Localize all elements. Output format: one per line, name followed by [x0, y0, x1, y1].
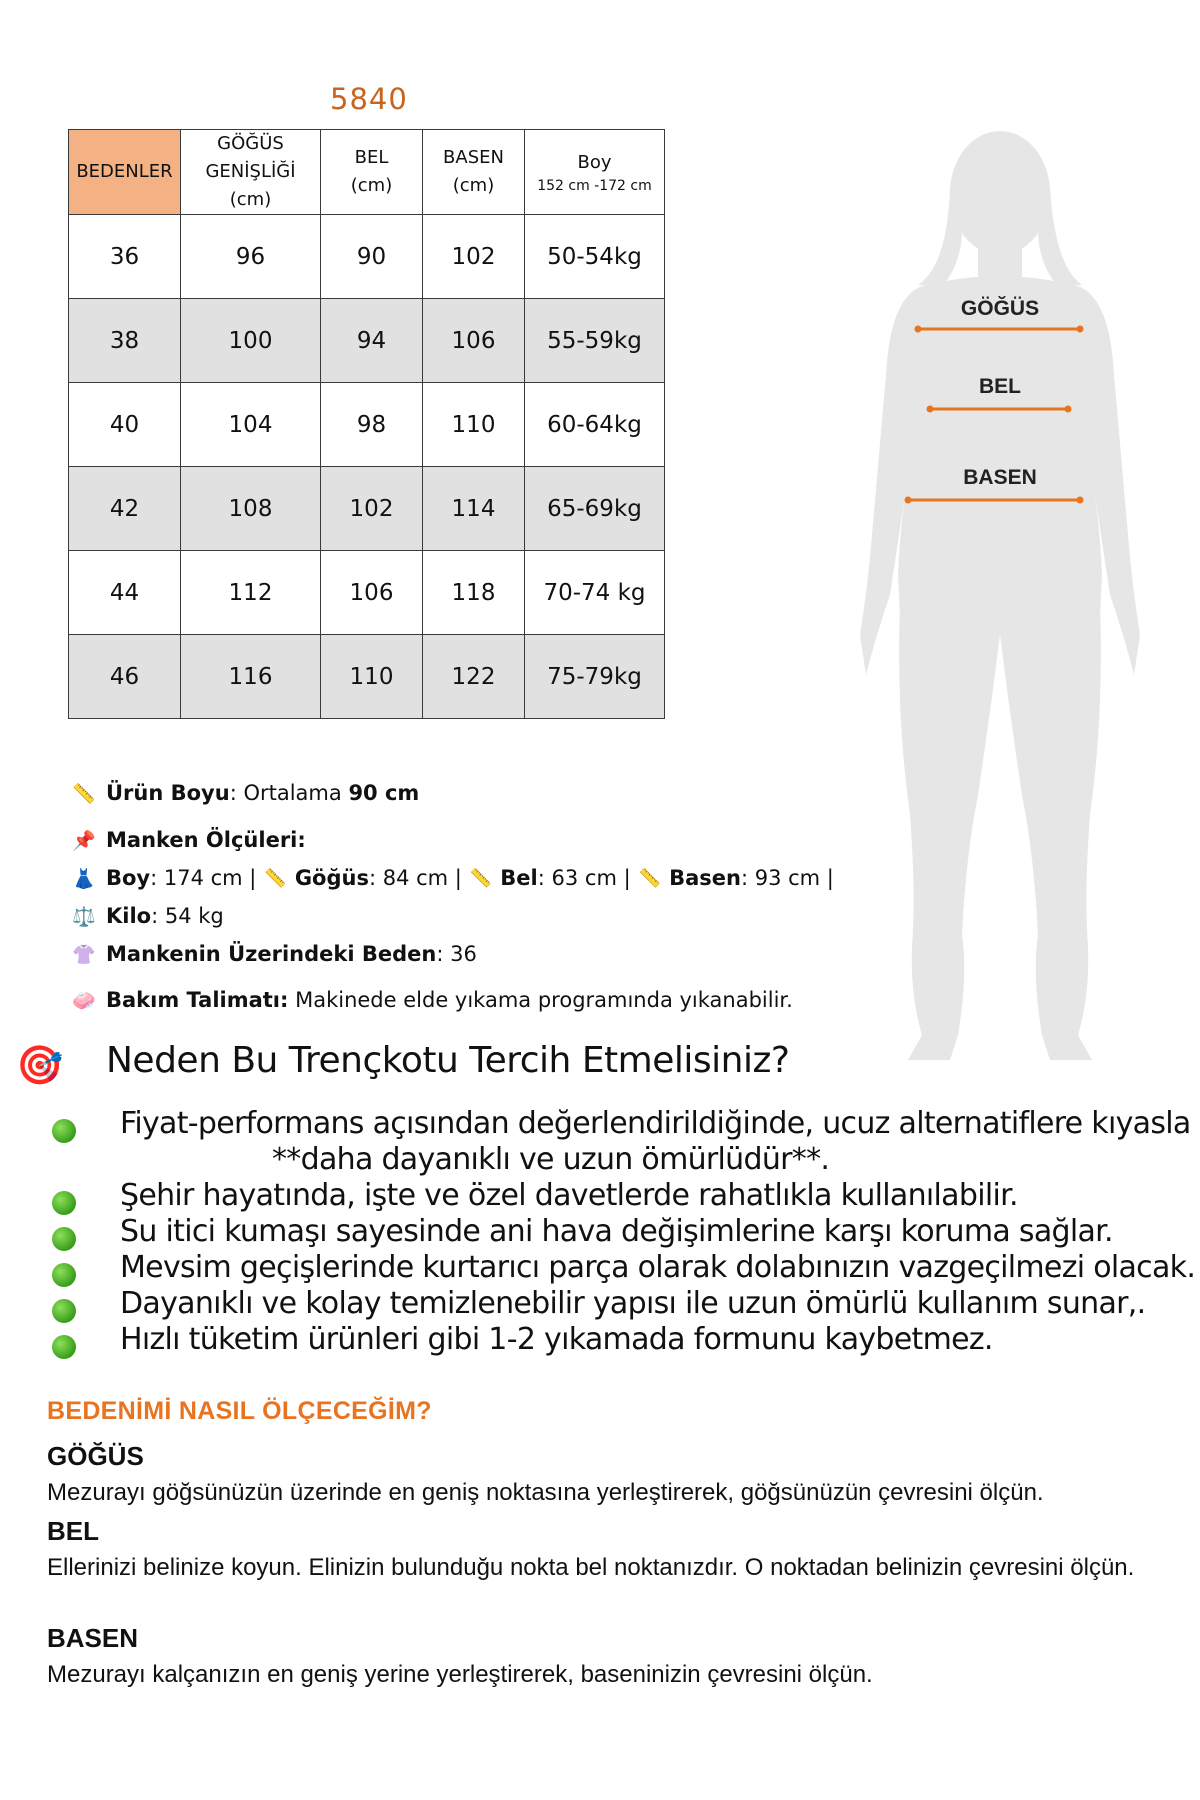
model-chest-label: Göğüs — [294, 866, 369, 890]
bullet-icon — [52, 1296, 76, 1331]
model-hips-label: Basen — [669, 866, 741, 890]
model-measurements-label: Manken Ölçüleri: — [106, 828, 306, 852]
model-height-value: : 174 cm | — [150, 866, 257, 890]
dress-icon: 👗 — [72, 867, 96, 890]
figure-label-chest: GÖĞÜS — [960, 297, 1040, 320]
bullet-icon — [52, 1224, 76, 1259]
header-boy: Boy 152 cm -172 cm — [525, 130, 665, 215]
table-row — [69, 215, 665, 299]
body-shape — [860, 131, 1140, 1060]
table-cell-chest: 96 — [181, 215, 321, 299]
table-row — [69, 635, 665, 719]
weight-value: : 54 kg — [151, 904, 224, 928]
hips-line-dot-left — [905, 497, 912, 504]
product-length-text: : Ortalama — [229, 781, 349, 805]
model-hips-value: : 93 cm | — [740, 866, 834, 890]
info-care — [70, 988, 793, 1012]
table-cell-weight: 65-69kg — [525, 467, 665, 551]
ruler-icon: 📏 — [469, 867, 493, 889]
chest-line-dot-left — [915, 326, 922, 333]
table-header-row — [69, 130, 665, 215]
table-cell-waist: 106 — [321, 551, 423, 635]
table-cell-waist: 98 — [321, 383, 423, 467]
bullet-icon — [52, 1260, 76, 1295]
info-model-stats — [70, 866, 834, 890]
table-cell-chest: 100 — [181, 299, 321, 383]
table-cell-weight: 70-74 kg — [525, 551, 665, 635]
table-cell-waist: 110 — [321, 635, 423, 719]
header-bel: BEL (cm) — [321, 130, 423, 215]
guide-heading-hips: BASEN — [47, 1623, 139, 1653]
bullet-icon — [52, 1332, 76, 1367]
info-product-length — [70, 781, 419, 805]
header-bedenler: BEDENLER — [69, 130, 181, 215]
table-cell-hips: 102 — [423, 215, 525, 299]
bullet-icon — [52, 1116, 76, 1151]
table-cell-size: 40 — [69, 383, 181, 467]
guide-text-waist: Ellerinizi belinize koyun. Elinizin bulunduğu nokta bel noktanızdır. O noktadan belinizin çevresini ölçün. — [47, 1554, 1135, 1581]
ruler-icon: 📏 — [264, 867, 287, 889]
table-cell-chest: 116 — [181, 635, 321, 719]
hips-line-dot-right — [1077, 497, 1084, 504]
info-weight — [70, 904, 224, 928]
table-cell-chest: 112 — [181, 551, 321, 635]
table-cell-hips: 114 — [423, 467, 525, 551]
size-table — [68, 129, 665, 719]
header-gogus: GÖĞÜS GENİŞLİĞİ (cm) — [181, 130, 321, 215]
waist-line-dot-right — [1065, 406, 1072, 413]
table-cell-chest: 108 — [181, 467, 321, 551]
model-waist-label: Bel — [500, 866, 538, 890]
product-length-label: Ürün Boyu — [106, 781, 230, 805]
table-cell-chest: 104 — [181, 383, 321, 467]
table-cell-weight: 50-54kg — [525, 215, 665, 299]
table-cell-waist: 102 — [321, 467, 423, 551]
body-silhouette — [850, 115, 1170, 1080]
model-height-label: Boy — [106, 866, 151, 890]
table-cell-weight: 55-59kg — [525, 299, 665, 383]
why-item: Şehir hayatında, işte ve özel davetlerde rahatlıkla kullanılabilir. — [120, 1178, 1018, 1213]
model-chest-value: : 84 cm | — [368, 866, 462, 890]
why-item: Mevsim geçişlerinde kurtarıcı parça olarak dolabınızın vazgeçilmezi olacak. — [120, 1250, 1196, 1285]
bullet-icon — [52, 1188, 76, 1223]
table-row — [69, 299, 665, 383]
table-cell-size: 36 — [69, 215, 181, 299]
guide-text-chest: Mezurayı göğsünüzün üzerinde en geniş noktasına yerleştirerek, göğsünüzün çevresini ölçün. — [47, 1479, 1044, 1506]
model-waist-value: : 63 cm | — [537, 866, 631, 890]
ruler-icon: 📏 — [638, 867, 662, 889]
table-cell-waist: 94 — [321, 299, 423, 383]
scale-icon: ⚖️ — [72, 905, 96, 928]
pushpin-icon: 📌 — [72, 829, 96, 852]
chest-line-dot-right — [1077, 326, 1084, 333]
info-model-measurements — [70, 828, 306, 852]
table-cell-waist: 90 — [321, 215, 423, 299]
table-cell-hips: 118 — [423, 551, 525, 635]
info-model-size — [70, 942, 477, 966]
table-cell-hips: 110 — [423, 383, 525, 467]
product-length-value: 90 cm — [348, 781, 420, 805]
table-cell-size: 44 — [69, 551, 181, 635]
table-cell-size: 42 — [69, 467, 181, 551]
table-cell-size: 46 — [69, 635, 181, 719]
why-title: Neden Bu Trençkotu Tercih Etmelisiniz? — [106, 1040, 790, 1081]
figure-label-hips: BASEN — [963, 466, 1037, 489]
target-icon: 🎯 — [16, 1043, 64, 1087]
waist-line-dot-left — [927, 406, 934, 413]
guide-heading-chest: GÖĞÜS — [47, 1441, 144, 1471]
why-item: **daha dayanıklı ve uzun ömürlüdür**. — [272, 1142, 830, 1177]
model-size-value: : 36 — [436, 942, 477, 966]
care-label: Bakım Talimatı: — [106, 988, 289, 1012]
ruler-icon: 📏 — [72, 782, 96, 805]
table-cell-hips: 106 — [423, 299, 525, 383]
table-row — [69, 467, 665, 551]
table-cell-hips: 122 — [423, 635, 525, 719]
guide-title: BEDENİMİ NASIL ÖLÇECEĞİM? — [47, 1397, 432, 1425]
table-row — [69, 551, 665, 635]
guide-text-hips: Mezurayı kalçanızın en geniş yerine yerleştirerek, baseninizin çevresini ölçün. — [47, 1661, 873, 1688]
blouse-icon: 👚 — [72, 943, 96, 966]
why-item: Fiyat-performans açısından değerlendirildiğinde, ucuz alternatiflere kıyasla — [120, 1106, 1191, 1141]
header-basen: BASEN (cm) — [423, 130, 525, 215]
figure-label-waist: BEL — [979, 375, 1021, 398]
table-cell-weight: 75-79kg — [525, 635, 665, 719]
table-cell-size: 38 — [69, 299, 181, 383]
table-row — [69, 383, 665, 467]
why-item: Su itici kumaşı sayesinde ani hava değişimlerine karşı koruma sağlar. — [120, 1214, 1113, 1249]
model-size-label: Mankenin Üzerindeki Beden — [106, 942, 437, 966]
table-cell-weight: 60-64kg — [525, 383, 665, 467]
care-value: Makinede elde yıkama programında yıkanabilir. — [288, 988, 793, 1012]
why-item: Dayanıklı ve kolay temizlenebilir yapısı ile uzun ömürlü kullanım sunar,. — [120, 1286, 1146, 1321]
weight-label: Kilo — [106, 904, 152, 928]
guide-heading-waist: BEL — [47, 1516, 99, 1546]
product-code: 5840 — [330, 82, 408, 116]
why-item: Hızlı tüketim ürünleri gibi 1-2 yıkamada formunu kaybetmez. — [120, 1322, 993, 1357]
soap-icon: 🧼 — [72, 989, 96, 1012]
